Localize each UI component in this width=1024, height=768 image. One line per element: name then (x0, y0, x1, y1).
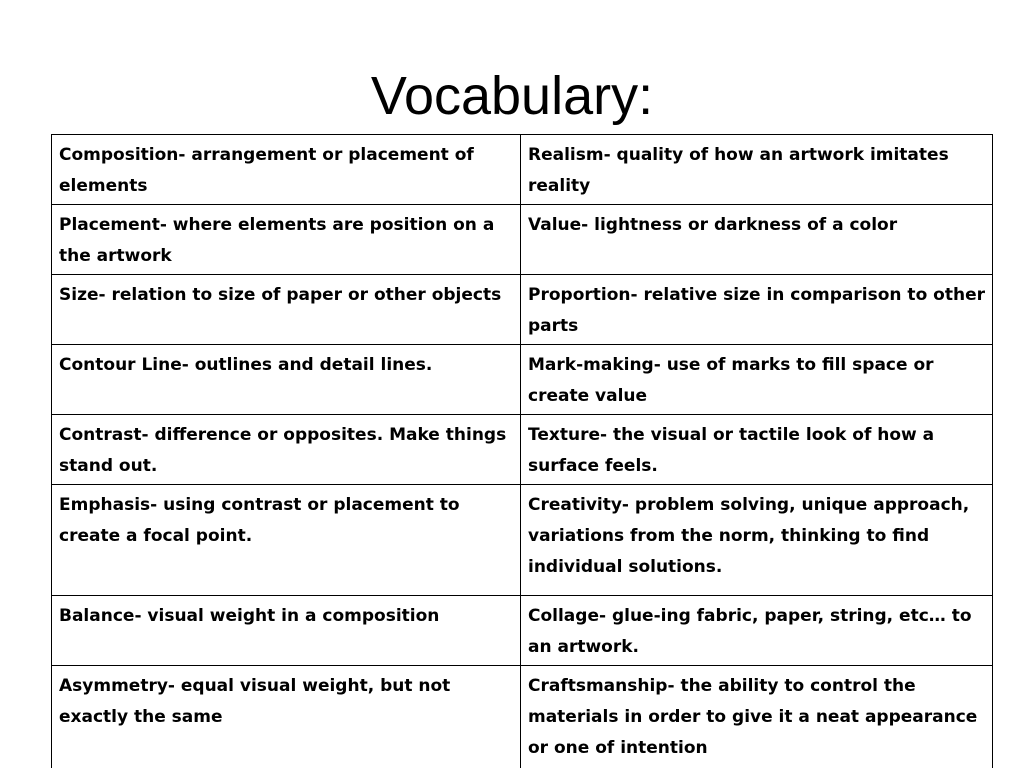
table-cell: Creativity- problem solving, unique approach, variations from the norm, thinking to find individual solutions. (521, 485, 993, 596)
table-row (52, 485, 993, 596)
table-row (52, 596, 993, 666)
table-cell: Size- relation to size of paper or other objects (52, 275, 521, 345)
table-row (52, 666, 993, 768)
table-row (52, 205, 993, 275)
table-cell: Placement- where elements are position on a the artwork (52, 205, 521, 275)
table-row (52, 135, 993, 205)
table-cell: Contrast- difference or opposites. Make things stand out. (52, 415, 521, 485)
vocabulary-table (51, 134, 993, 768)
table-cell: Proportion- relative size in comparison to other parts (521, 275, 993, 345)
table-cell: Balance- visual weight in a composition (52, 596, 521, 666)
table-cell: Contour Line- outlines and detail lines. (52, 345, 521, 415)
table-row (52, 345, 993, 415)
table-cell: Craftsmanship- the ability to control the materials in order to give it a neat appearance or one of intention (521, 666, 993, 768)
table-cell: Realism- quality of how an artwork imitates reality (521, 135, 993, 205)
table-cell: Value- lightness or darkness of a color (521, 205, 993, 275)
table-cell: Collage- glue-ing fabric, paper, string, etc… to an artwork. (521, 596, 993, 666)
table-cell: Mark-making- use of marks to fill space or create value (521, 345, 993, 415)
table-cell: Asymmetry- equal visual weight, but not exactly the same (52, 666, 521, 768)
slide-title: Vocabulary: (370, 66, 654, 126)
table-cell: Emphasis- using contrast or placement to create a focal point. (52, 485, 521, 596)
table-cell: Composition- arrangement or placement of elements (52, 135, 521, 205)
table-cell: Texture- the visual or tactile look of how a surface feels. (521, 415, 993, 485)
table-row (52, 275, 993, 345)
table-row (52, 415, 993, 485)
